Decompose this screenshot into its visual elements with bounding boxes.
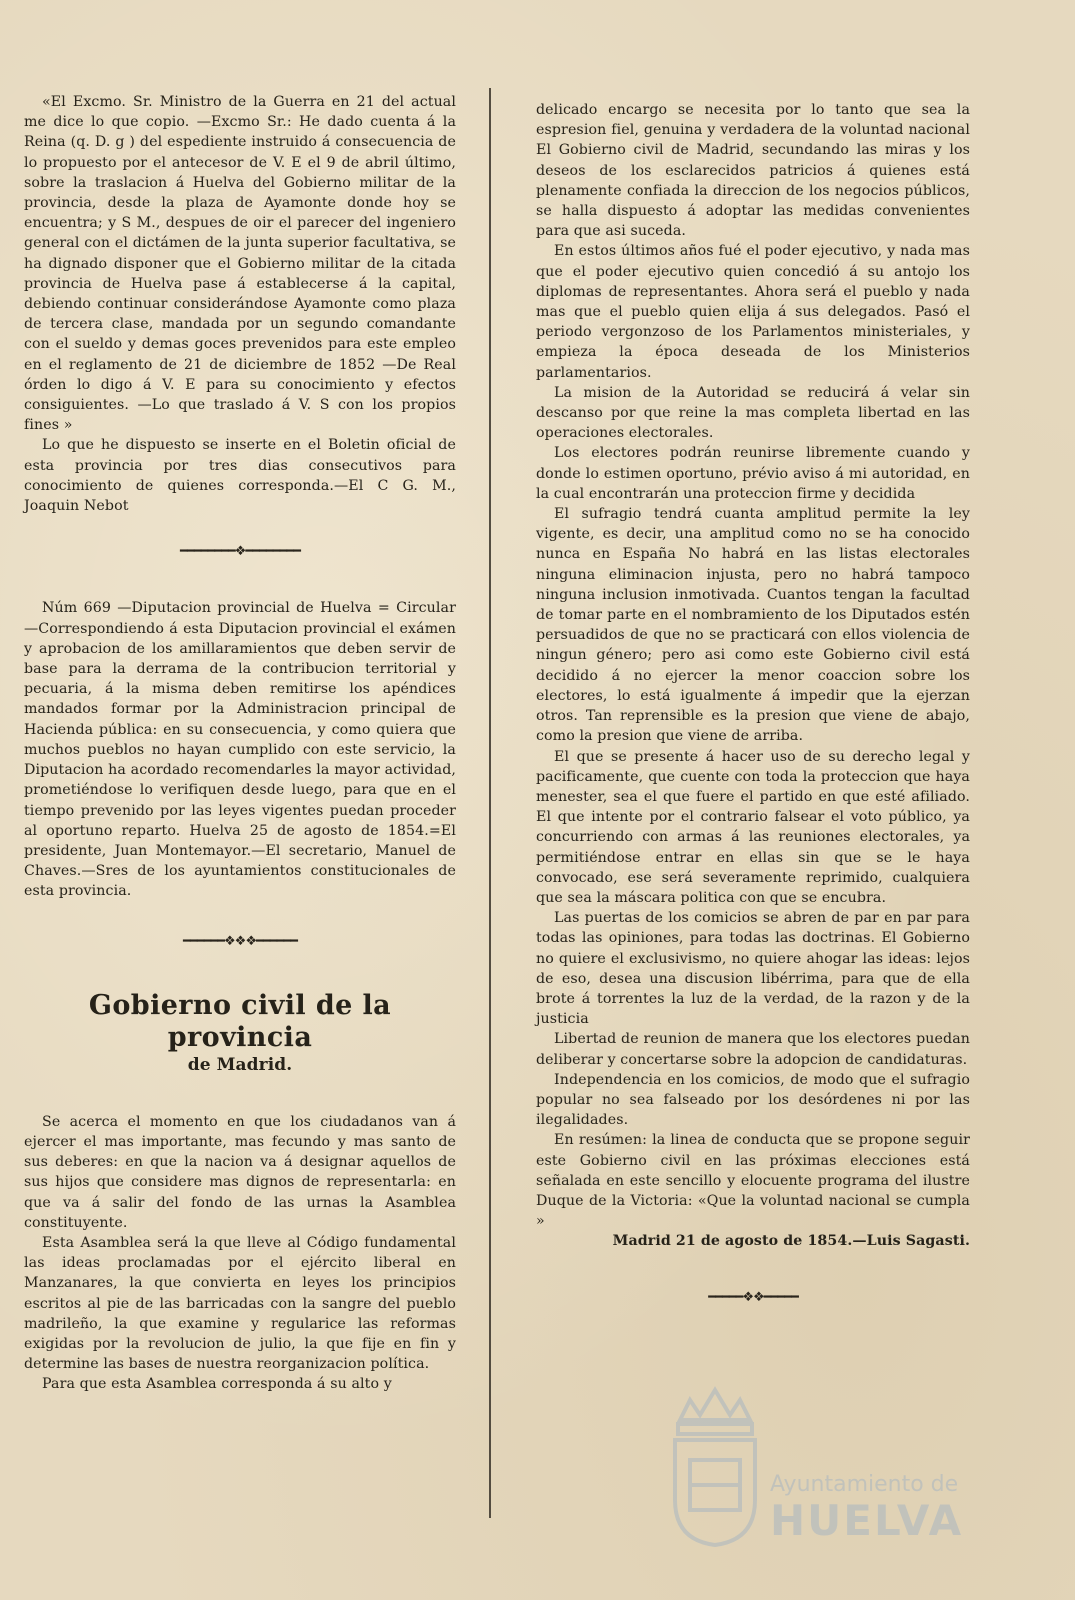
madrid-paragraph-comicios: Las puertas de los comicios se abren de par en par para todas las opiniones, para todas las doctrinas. El Gobierno no quiere el exclusivismo, no quiere ahogar las ideas: lejos de eso, desea una discusion libérrima, para que de ella brote á torrentes la luz de la verdad, de la razon y de la justicia [536, 910, 970, 1028]
section-ornament-divider: ━━━━━━❖❖❖━━━━━━ [183, 933, 297, 949]
madrid-paragraph-1: Se acerca el momento en que los ciudadanos van á ejercer el mas importante, mas fecundo y mas santo de sus deberes: en que la nacion va á designar aquellos de sus hijos que considere mas dignos de representarla: en que va á salir del fondo de las urnas la Asamblea constituyente. [24, 1113, 456, 1231]
right-column [536, 100, 970, 1308]
madrid-paragraph-authority: La mision de la Autoridad se reducirá á velar sin descanso por que reine la mas completa libertad en las operaciones electorales. [536, 384, 970, 442]
column-divider-rule [489, 88, 491, 1518]
madrid-paragraph-continued: delicado encargo se necesita por lo tanto que sea la espresion fiel, genuina y verdadera de la voluntad nacional El Gobierno civil de Madrid, secundando las miras y los deseos de los esclarecidos patricios á quienes está plenamente confiada la direccion de los negocios públicos, se halla dispuesto á adoptar las medidas convenientes para que asi suceda. [536, 102, 970, 240]
watermark-line-1: Ayuntamiento de [770, 1472, 959, 1497]
section-ornament-divider: ━━━━━❖❖━━━━━ [708, 1289, 798, 1305]
madrid-paragraph-reunion: Libertad de reunion de manera que los electores puedan deliberar y concertarse sobre la adopcion de candidaturas. [536, 1031, 970, 1068]
madrid-paragraph-electors: Los electores podrán reunirse libremente cuando y donde lo estimen oportuno, prévio aviso á mi autoridad, en la cual encontrarán una proteccion firme y decidida [536, 445, 970, 502]
signature-line: Madrid 21 de agosto de 1854.—Luis Sagasti. [612, 1233, 970, 1250]
madrid-paragraph-suffrage: El sufragio tendrá cuanta amplitud permite la ley vigente, es decir, una amplitud como no se ha conocido nunca en España No habrá en las listas electorales ninguna eliminacion injusta, pero no habrá tampoco ninguna inclusion inmotivada. Cuantos tengan la facultad de tomar parte en el nombramiento de los Diputados estén persuadidos de que no se practicará con ellos violencia de ningun género; pero asi como este Gobierno civil está decidido á no ejercer la menor coaccion sobre los electores, lo está igualmente á impedir que la ejerzan otros. Tan reprensible es la presion que viene de abajo, como la presion que viene de arriba. [536, 506, 970, 745]
madrid-paragraph-2: Esta Asamblea será la que lleve al Código fundamental las ideas proclamadas por el ejército liberal en Manzanares, la que convierta en leyes los principios escritos al pie de las barricadas con la sangre del pueblo madrileño, la que examine y regularice las reformas exigidas por la revolucion de julio, la que fije en fin y determine las bases de nuestra reorganizacion política. [24, 1234, 456, 1373]
decree-closing-paragraph: Lo que he dispuesto se inserte en el Boletin oficial de esta provincia por tres dias consecutivos para conocimiento de quienes corresponda.—El C G. M., Joaquin Nebot [24, 437, 456, 515]
circular-669-paragraph: Núm 669 —Diputacion provincial de Huelva = Circular —Correspondiendo á esta Diputacion provincial el exámen y aprobacion de los amillaramientos que deben servir de base para la derrama de la contribucion territorial y pecuaria, á la misma deben remitirse los apéndices mandados formar por la Administracion principal de Hacienda pública: en su consecuencia, y como quiera que muchos pueblos no hayan cumplido con este servicio, la Diputacion ha acordado recomendarles la mayor actividad, prometiéndose lo verifiquen desde luego, para que en el tiempo prevenido por las leyes vigentes puedan proceder al oportuno reparto. Huelva 25 de agosto de 1854.=El presidente, Juan Montemayor.—El secretario, Manuel de Chaves.—Sres de los ayuntamientos constitucionales de esta provincia. [24, 600, 456, 900]
section-headline: Gobierno civil de la provincia [88, 989, 392, 1053]
left-column [24, 92, 456, 1395]
ministry-decree-paragraph: «El Excmo. Sr. Ministro de la Guerra en 21 del actual me dice lo que copio. —Excmo Sr.: He dado cuenta á la Reina (q. D. g ) del espediente instruido á consecuencia de lo propuesto por el antecesor de V. E el 9 de abril último, sobre la traslacion á Huelva del Gobierno militar de la provincia, desde la plaza de Ayamonte donde hoy se encuentra; y S M., despues de oir el parecer del ingeniero general con el dictámen de la junta superior facultativa, se ha dignado disponer que el Gobierno militar de la citada provincia de Huelva pase á establecerse á la capital, debiendo continuar considerándose Ayamonte como plaza de tercera clase, mandada por un segundo comandante con el sueldo y demas goces prevenidos para este empleo en el reglamento de 21 de diciembre de 1852 —De Real órden lo digo á V. E para su conocimiento y efectos consiguientes. —Lo que traslado á V. S con los propios fines » [24, 94, 456, 434]
watermark-line-2: HUELVA [770, 1496, 964, 1545]
city-crest-icon [660, 1380, 770, 1550]
madrid-paragraph-executive: En estos últimos años fué el poder ejecutivo, y nada mas que el poder ejecutivo quien concedió á su antojo los diplomas de representantes. Ahora será el pueblo y nada mas que el pueblo quien elija á sus delegados. Pasó el periodo vergonzoso de los Parlamentos ministeriales, y empieza la época deseada de los Ministerios parlamentarios. [536, 243, 970, 381]
section-subheadline: de Madrid. [187, 1054, 293, 1075]
madrid-paragraph-3: Para que esta Asamblea corresponda á su alto y [42, 1376, 392, 1393]
madrid-paragraph-protection: El que se presente á hacer uso de su derecho legal y pacificamente, que cuente con toda la proteccion que haya menester, sea el que fuere el partido en que esté afiliado. El que intente por el contrario falsear el voto público, ya concurriendo con armas á las reuniones electorales, ya permitiéndose entrar en ellas sin que se le haya convocado, ese será severamente reprimido, cualquiera que sea la máscara politica con que se encubra. [536, 748, 970, 906]
section-ornament-divider: ━━━━━━━━❖━━━━━━━━ [180, 544, 300, 560]
madrid-paragraph-summary: En resúmen: la linea de conducta que se propone seguir este Gobierno civil en las próximas elecciones está señalada en este sencillo y elocuente programa del ilustre Duque de la Victoria: «Que la voluntad nacional se cumpla » [536, 1132, 970, 1230]
madrid-paragraph-independence: Independencia en los comicios, de modo que el sufragio popular no sea falseado por los desórdenes ni por las ilegalidades. [536, 1071, 970, 1129]
ayuntamiento-huelva-watermark [660, 1380, 980, 1550]
